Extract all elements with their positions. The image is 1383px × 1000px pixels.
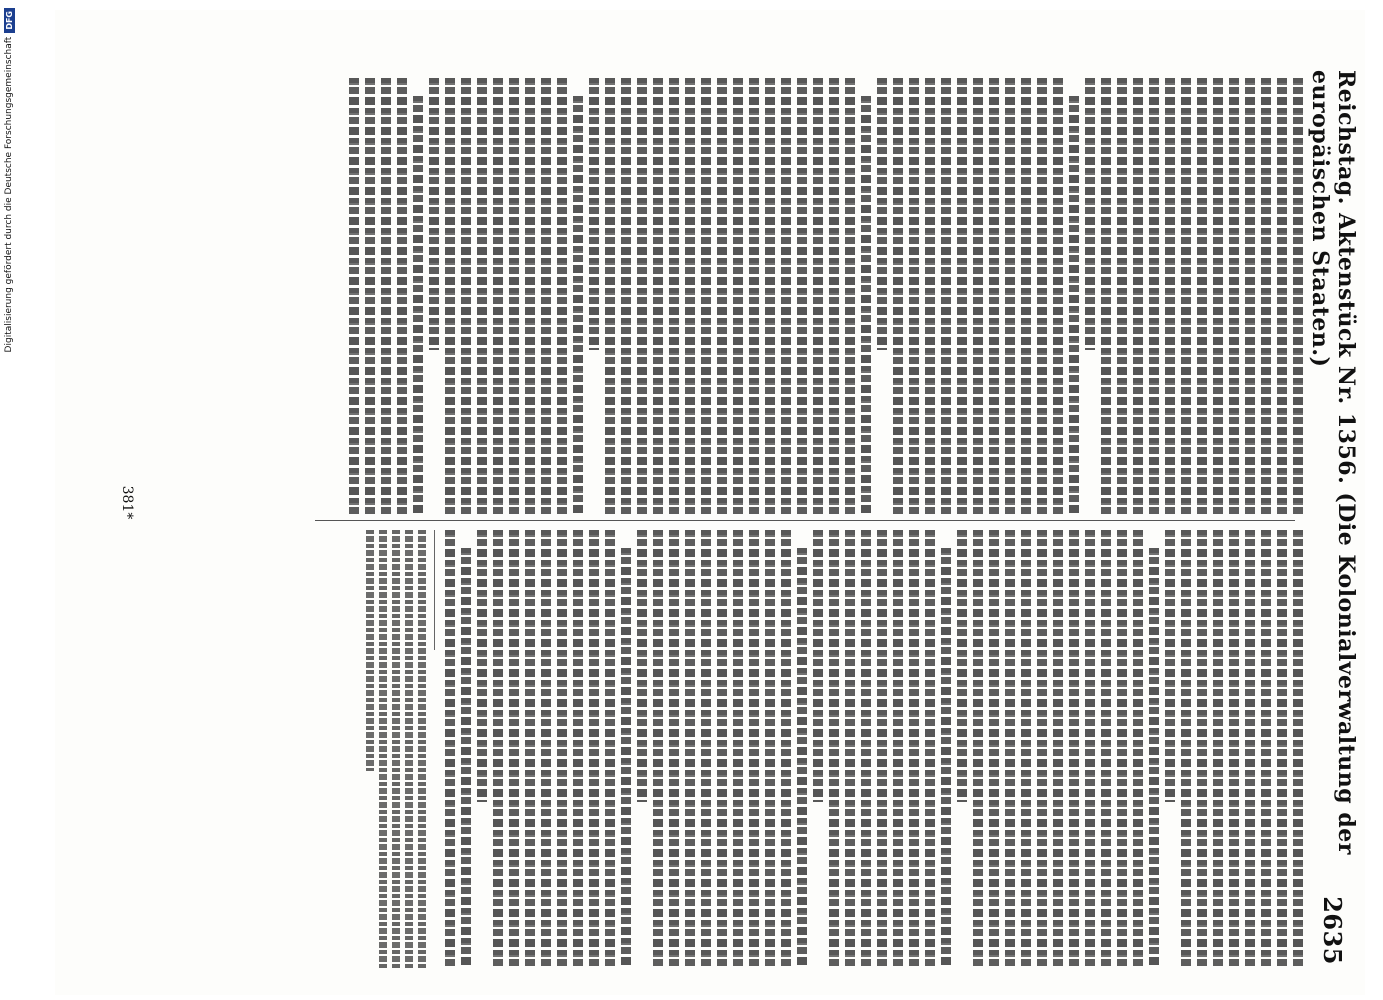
text-line	[1101, 78, 1111, 516]
text-line	[1197, 78, 1207, 516]
text-line	[1101, 530, 1111, 968]
text-line	[557, 78, 567, 516]
text-line	[445, 530, 455, 968]
text-line	[461, 548, 471, 968]
credit-text: Digitalisierung gefördert durch die Deutsche Forschungsgemeinschaft	[4, 36, 14, 353]
text-line	[1133, 530, 1143, 968]
text-line	[1037, 78, 1047, 516]
text-line	[1165, 530, 1175, 802]
text-line	[733, 530, 743, 968]
text-line	[1245, 78, 1255, 516]
text-line	[605, 78, 615, 516]
text-line	[765, 78, 775, 516]
text-line	[941, 548, 951, 968]
dfg-logo: DFG	[4, 8, 15, 33]
text-line	[653, 530, 663, 968]
footnote-line	[379, 530, 387, 968]
text-line	[1037, 530, 1047, 968]
right-column	[143, 530, 1303, 968]
digitization-credit	[2, 0, 16, 1000]
footnote-line	[392, 530, 400, 968]
text-line	[893, 78, 903, 516]
text-line	[813, 78, 823, 516]
text-line	[1085, 530, 1095, 968]
text-line	[397, 78, 407, 516]
text-line	[925, 78, 935, 516]
text-line	[381, 78, 391, 516]
text-line	[525, 78, 535, 516]
text-line	[877, 78, 887, 350]
text-line	[989, 78, 999, 516]
text-line	[477, 530, 487, 802]
text-line	[861, 530, 871, 968]
page-number: 2635	[1318, 896, 1348, 965]
text-line	[1277, 530, 1287, 968]
text-line	[541, 530, 551, 968]
text-line	[685, 78, 695, 516]
text-line	[1229, 530, 1239, 968]
text-line	[653, 78, 663, 516]
text-line	[861, 96, 871, 516]
text-line	[893, 530, 903, 968]
text-line	[957, 78, 967, 516]
text-line	[573, 96, 583, 516]
text-line	[877, 530, 887, 968]
text-line	[477, 78, 487, 516]
text-line	[573, 530, 583, 968]
text-line	[1149, 548, 1159, 968]
text-line	[797, 78, 807, 516]
text-line	[1085, 78, 1095, 350]
text-line	[1005, 530, 1015, 968]
text-line	[941, 78, 951, 516]
page-header	[1307, 70, 1359, 965]
footnote-rule	[434, 530, 435, 650]
text-line	[781, 78, 791, 516]
text-line	[669, 78, 679, 516]
text-line	[365, 78, 375, 516]
text-line	[685, 530, 695, 968]
scanned-document	[55, 10, 1365, 995]
text-line	[589, 530, 599, 968]
text-line	[749, 530, 759, 968]
text-line	[1069, 96, 1079, 516]
text-line	[1197, 530, 1207, 968]
text-line	[525, 530, 535, 968]
text-line	[1053, 78, 1063, 516]
footnote-line	[366, 530, 374, 771]
text-line	[1181, 78, 1191, 516]
text-line	[1229, 78, 1239, 516]
text-line	[1117, 78, 1127, 516]
text-line	[925, 530, 935, 968]
text-line	[813, 530, 823, 802]
text-line	[845, 530, 855, 968]
text-line	[605, 530, 615, 968]
text-line	[973, 530, 983, 968]
text-line	[349, 78, 359, 516]
text-line	[509, 530, 519, 968]
footnote-line	[418, 530, 426, 968]
text-line	[1293, 78, 1303, 516]
text-line	[797, 548, 807, 968]
text-line	[589, 78, 599, 350]
text-line	[749, 78, 759, 516]
text-line	[1021, 530, 1031, 968]
text-line	[541, 78, 551, 516]
text-line	[781, 530, 791, 968]
text-line	[1165, 78, 1175, 516]
text-line	[637, 78, 647, 516]
text-line	[701, 530, 711, 968]
text-line	[733, 78, 743, 516]
text-line	[1293, 530, 1303, 968]
text-line	[1021, 78, 1031, 516]
text-line	[1133, 78, 1143, 516]
text-line	[429, 78, 439, 350]
text-line	[509, 78, 519, 516]
text-line	[909, 78, 919, 516]
text-line	[845, 78, 855, 516]
column-divider	[315, 520, 1295, 521]
page-footer-marker: 381*	[119, 485, 135, 520]
text-line	[1005, 78, 1015, 516]
text-line	[1213, 78, 1223, 516]
text-line	[621, 78, 631, 516]
text-line	[989, 530, 999, 968]
text-line	[637, 530, 647, 802]
text-line	[1069, 530, 1079, 968]
text-line	[621, 548, 631, 968]
text-line	[493, 530, 503, 968]
text-line	[1149, 78, 1159, 516]
text-line	[957, 530, 967, 802]
text-line	[829, 530, 839, 968]
text-line	[717, 78, 727, 516]
text-line	[1245, 530, 1255, 968]
text-line	[1117, 530, 1127, 968]
text-line	[1261, 78, 1271, 516]
text-line	[1213, 530, 1223, 968]
text-line	[493, 78, 503, 516]
text-line	[557, 530, 567, 968]
running-title: Reichstag. Aktenstück Nr. 1356. (Die Kolonialverwaltung der europäischen Staaten.)	[1307, 70, 1359, 855]
text-line	[701, 78, 711, 516]
text-line	[445, 78, 455, 516]
left-column	[143, 78, 1303, 516]
text-line	[1181, 530, 1191, 968]
text-line	[669, 530, 679, 968]
text-line	[1261, 530, 1271, 968]
text-line	[461, 78, 471, 516]
document-page	[55, 10, 1365, 995]
text-line	[1277, 78, 1287, 516]
text-line	[765, 530, 775, 968]
text-line	[413, 96, 423, 516]
text-line	[909, 530, 919, 968]
text-line	[1053, 530, 1063, 968]
text-line	[973, 78, 983, 516]
text-line	[829, 78, 839, 516]
footnote-line	[405, 530, 413, 968]
text-line	[717, 530, 727, 968]
